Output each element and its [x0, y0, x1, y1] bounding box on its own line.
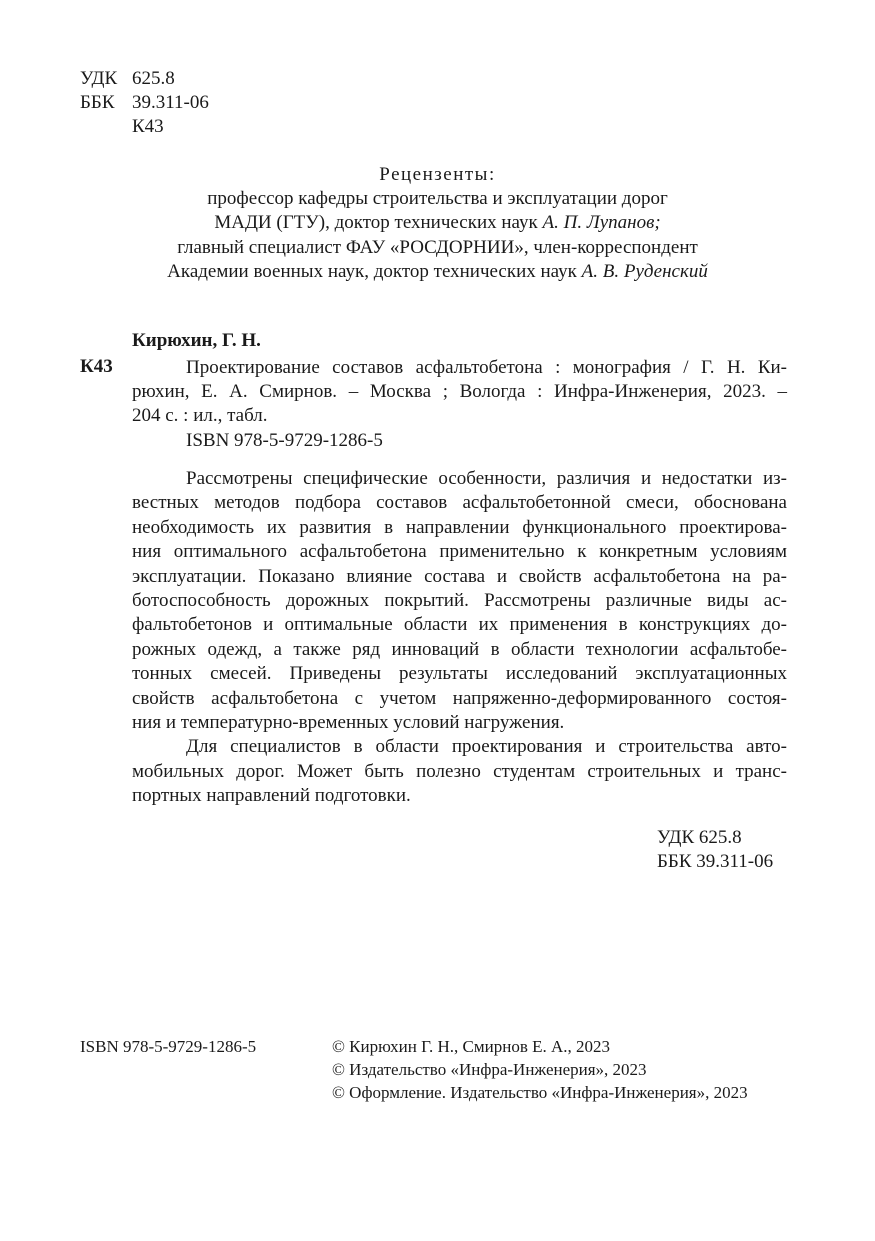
copyright-line: © Кирюхин Г. Н., Смирнов Е. А., 2023 — [332, 1037, 611, 1056]
isbn-bottom: ISBN 978-5-9729-1286-5 — [80, 1037, 257, 1056]
reviewer-credentials: МАДИ (ГТУ), доктор технических наук — [214, 212, 543, 234]
annotation-line: ботоспособность дорожных покрытий. Рассмотрены различные виды ас- — [132, 590, 787, 612]
record-description — [132, 356, 787, 453]
annotation-line: фальтобетонов и оптимальные области их применения в конструкциях до- — [132, 614, 787, 636]
reviewer-line — [0, 211, 875, 235]
annotation-line: ния оптимального асфальтобетона применительно к конкретным условиям — [132, 541, 787, 563]
bbk-bottom: ББК 39.311-06 — [657, 851, 774, 872]
author-mark: К43 — [132, 116, 164, 137]
copyright-line: © Издательство «Инфра-Инженерия», 2023 — [332, 1060, 647, 1079]
udk-label: УДК — [80, 68, 118, 89]
udk-value: 625.8 — [132, 68, 175, 89]
reviewer-line: профессор кафедры строительства и эксплуатации дорог — [207, 188, 668, 210]
record-line: Проектирование составов асфальтобетона : монография / Г. Н. Ки- — [186, 357, 787, 378]
reviewer-line — [0, 260, 875, 284]
annotation-line: мобильных дорог. Может быть полезно студентам строительных и транс- — [132, 760, 787, 782]
reviewers-block — [0, 163, 875, 284]
annotation-line: рожных одежд, а также ряд инноваций в области технологии асфальтобе- — [132, 638, 787, 660]
udk-bottom: УДК 625.8 — [657, 827, 742, 848]
annotation-line: портных направлений подготовки. — [132, 785, 411, 807]
reviewer-line: главный специалист ФАУ «РОСДОРНИИ», член-корреспондент — [177, 236, 698, 258]
annotation-line: тонных смесей. Приведены результаты исследований эксплуатационных — [132, 663, 787, 685]
bbk-value: 39.311-06 — [132, 92, 209, 113]
bbk-label: ББК — [80, 92, 115, 113]
copyright-line: © Оформление. Издательство «Инфра-Инженерия», 2023 — [332, 1083, 748, 1102]
annotation — [132, 467, 787, 809]
record-line: рюхин, Е. А. Смирнов. – Москва ; Вологда : Инфра-Инженерия, 2023. – — [132, 381, 787, 403]
record-line: 204 с. : ил., табл. — [132, 405, 268, 427]
annotation-line: свойств асфальтобетона с учетом напряженно-деформированного состоя- — [132, 687, 787, 709]
annotation-line: эксплуатации. Показано влияние состава и свойств асфальтобетона на ра- — [132, 565, 787, 587]
annotation-line: ния и температурно-временных условий нагружения. — [132, 712, 565, 734]
record-isbn: ISBN 978-5-9729-1286-5 — [186, 429, 383, 451]
record-code: К43 — [80, 356, 113, 377]
annotation-line: Рассмотрены специфические особенности, различия и недостатки из- — [186, 468, 787, 489]
annotation-line: необходимость их развития в направлении функционального проектирова- — [132, 516, 787, 538]
reviewer-name: А. В. Руденский — [581, 260, 708, 282]
annotation-line: Для специалистов в области проектирования и строительства авто- — [186, 736, 787, 758]
reviewer-credentials: Академии военных наук, доктор технических наук — [167, 260, 582, 282]
annotation-line: вестных методов подбора составов асфальтобетонной смеси, обоснована — [132, 492, 787, 514]
reviewers-title: Рецензенты: — [379, 164, 496, 185]
reviewer-name: А. П. Лупанов; — [542, 212, 661, 234]
record-author: Кирюхин, Г. Н. — [132, 330, 261, 351]
